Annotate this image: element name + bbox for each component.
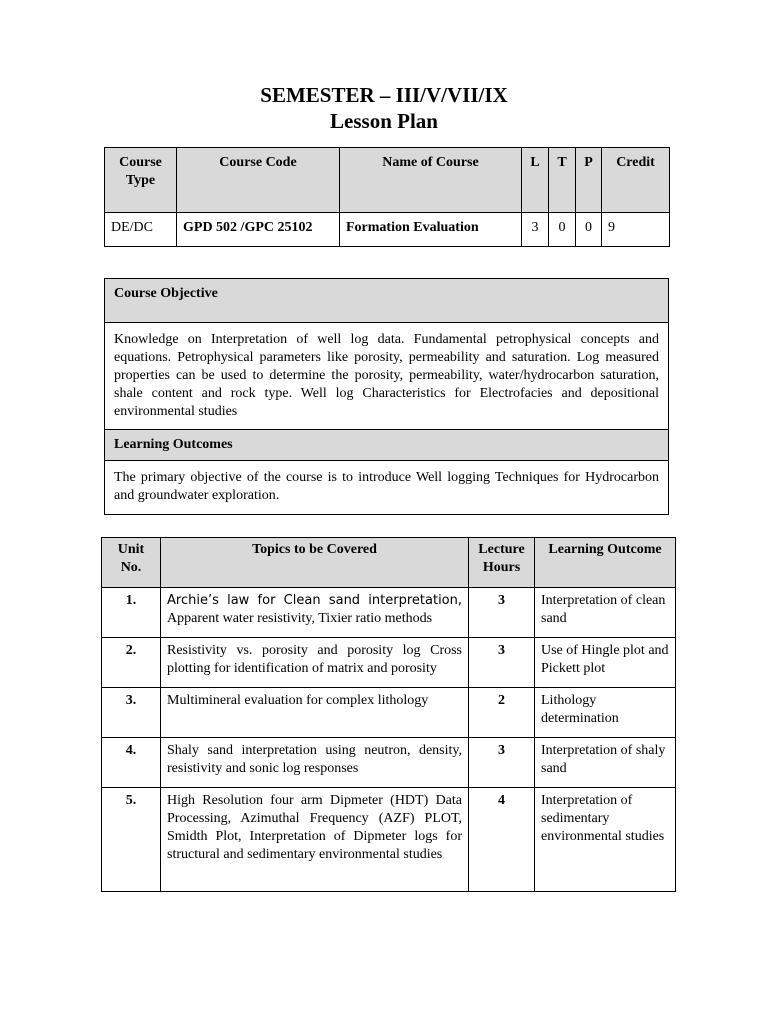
unit-hours: 3 <box>469 638 535 688</box>
header-unit-no: Unit No. <box>102 538 161 588</box>
unit-topic: Shaly sand interpretation using neutron, density, resistivity and sonic log responses <box>161 738 469 788</box>
credit-value: 9 <box>602 213 670 247</box>
unit-hours: 3 <box>469 738 535 788</box>
course-info-table <box>104 147 670 247</box>
course-objective-heading: Course Objective <box>105 279 669 323</box>
outcomes-heading-row <box>105 430 669 461</box>
header-course-type: Course Type <box>105 148 177 213</box>
table-row <box>102 688 676 738</box>
learning-outcomes-heading: Learning Outcomes <box>105 430 669 461</box>
header-name-of-course: Name of Course <box>340 148 522 213</box>
header-credit: Credit <box>602 148 670 213</box>
unit-number: 1. <box>102 588 161 638</box>
unit-topic-part1: Archie’s law for Clean sand interpretation, <box>167 593 462 608</box>
course-name-value: Formation Evaluation <box>340 213 522 247</box>
unit-hours: 2 <box>469 688 535 738</box>
t-value: 0 <box>549 213 576 247</box>
course-code-value: GPD 502 /GPC 25102 <box>177 213 340 247</box>
course-table-row <box>105 213 670 247</box>
header-topics: Topics to be Covered <box>161 538 469 588</box>
outcomes-text-row <box>105 461 669 515</box>
header-lecture-hours: Lecture Hours <box>469 538 535 588</box>
header-p: P <box>576 148 602 213</box>
objective-heading-row <box>105 279 669 323</box>
unit-number: 4. <box>102 738 161 788</box>
unit-number: 3. <box>102 688 161 738</box>
unit-topic: Resistivity vs. porosity and porosity log Cross plotting for identification of matrix and porosity <box>161 638 469 688</box>
header-learning-outcome: Learning Outcome <box>535 538 676 588</box>
lesson-plan-title: Lesson Plan <box>330 109 438 133</box>
unit-outcome: Interpretation of sedimentary environmental studies <box>535 788 676 892</box>
unit-outcome: Lithology determination <box>535 688 676 738</box>
header-l: L <box>522 148 549 213</box>
unit-number: 2. <box>102 638 161 688</box>
unit-outcome: Interpretation of shaly sand <box>535 738 676 788</box>
unit-hours: 4 <box>469 788 535 892</box>
table-row <box>102 588 676 638</box>
page-title-block <box>0 82 768 134</box>
l-value: 3 <box>522 213 549 247</box>
units-table <box>101 537 676 892</box>
semester-title: SEMESTER – III/V/VII/IX <box>260 83 508 107</box>
course-objective-text: Knowledge on Interpretation of well log data. Fundamental petrophysical concepts and equations. Petrophysical parameters like porosity, permeability and saturation. Log measured properties can be used to determine the porosity, permeability, water/hydrocarbon saturation, shale content and rock type. Well log Characteristics for Electrofacies and depositional environmental studies <box>105 323 669 430</box>
p-value: 0 <box>576 213 602 247</box>
learning-outcomes-text: The primary objective of the course is to introduce Well logging Techniques for Hydrocarbon and groundwater exploration. <box>105 461 669 515</box>
units-table-header-row <box>102 538 676 588</box>
course-table-header-row <box>105 148 670 213</box>
objective-table <box>104 278 669 515</box>
unit-outcome: Interpretation of clean sand <box>535 588 676 638</box>
table-row <box>102 738 676 788</box>
objective-text-row <box>105 323 669 430</box>
table-row <box>102 638 676 688</box>
unit-outcome: Use of Hingle plot and Pickett plot <box>535 638 676 688</box>
table-row <box>102 788 676 892</box>
course-type-value: DE/DC <box>105 213 177 247</box>
unit-topic: High Resolution four arm Dipmeter (HDT) Data Processing, Azimuthal Frequency (AZF) PLOT, Smidth Plot, Interpretation of Dipmeter logs for structural and sedimentary environmental studies <box>161 788 469 892</box>
unit-topic: Multimineral evaluation for complex lithology <box>161 688 469 738</box>
unit-topic <box>161 588 469 638</box>
unit-hours: 3 <box>469 588 535 638</box>
header-course-code: Course Code <box>177 148 340 213</box>
unit-number: 5. <box>102 788 161 892</box>
unit-topic-part2: Apparent water resistivity, Tixier ratio methods <box>167 611 433 626</box>
header-t: T <box>549 148 576 213</box>
